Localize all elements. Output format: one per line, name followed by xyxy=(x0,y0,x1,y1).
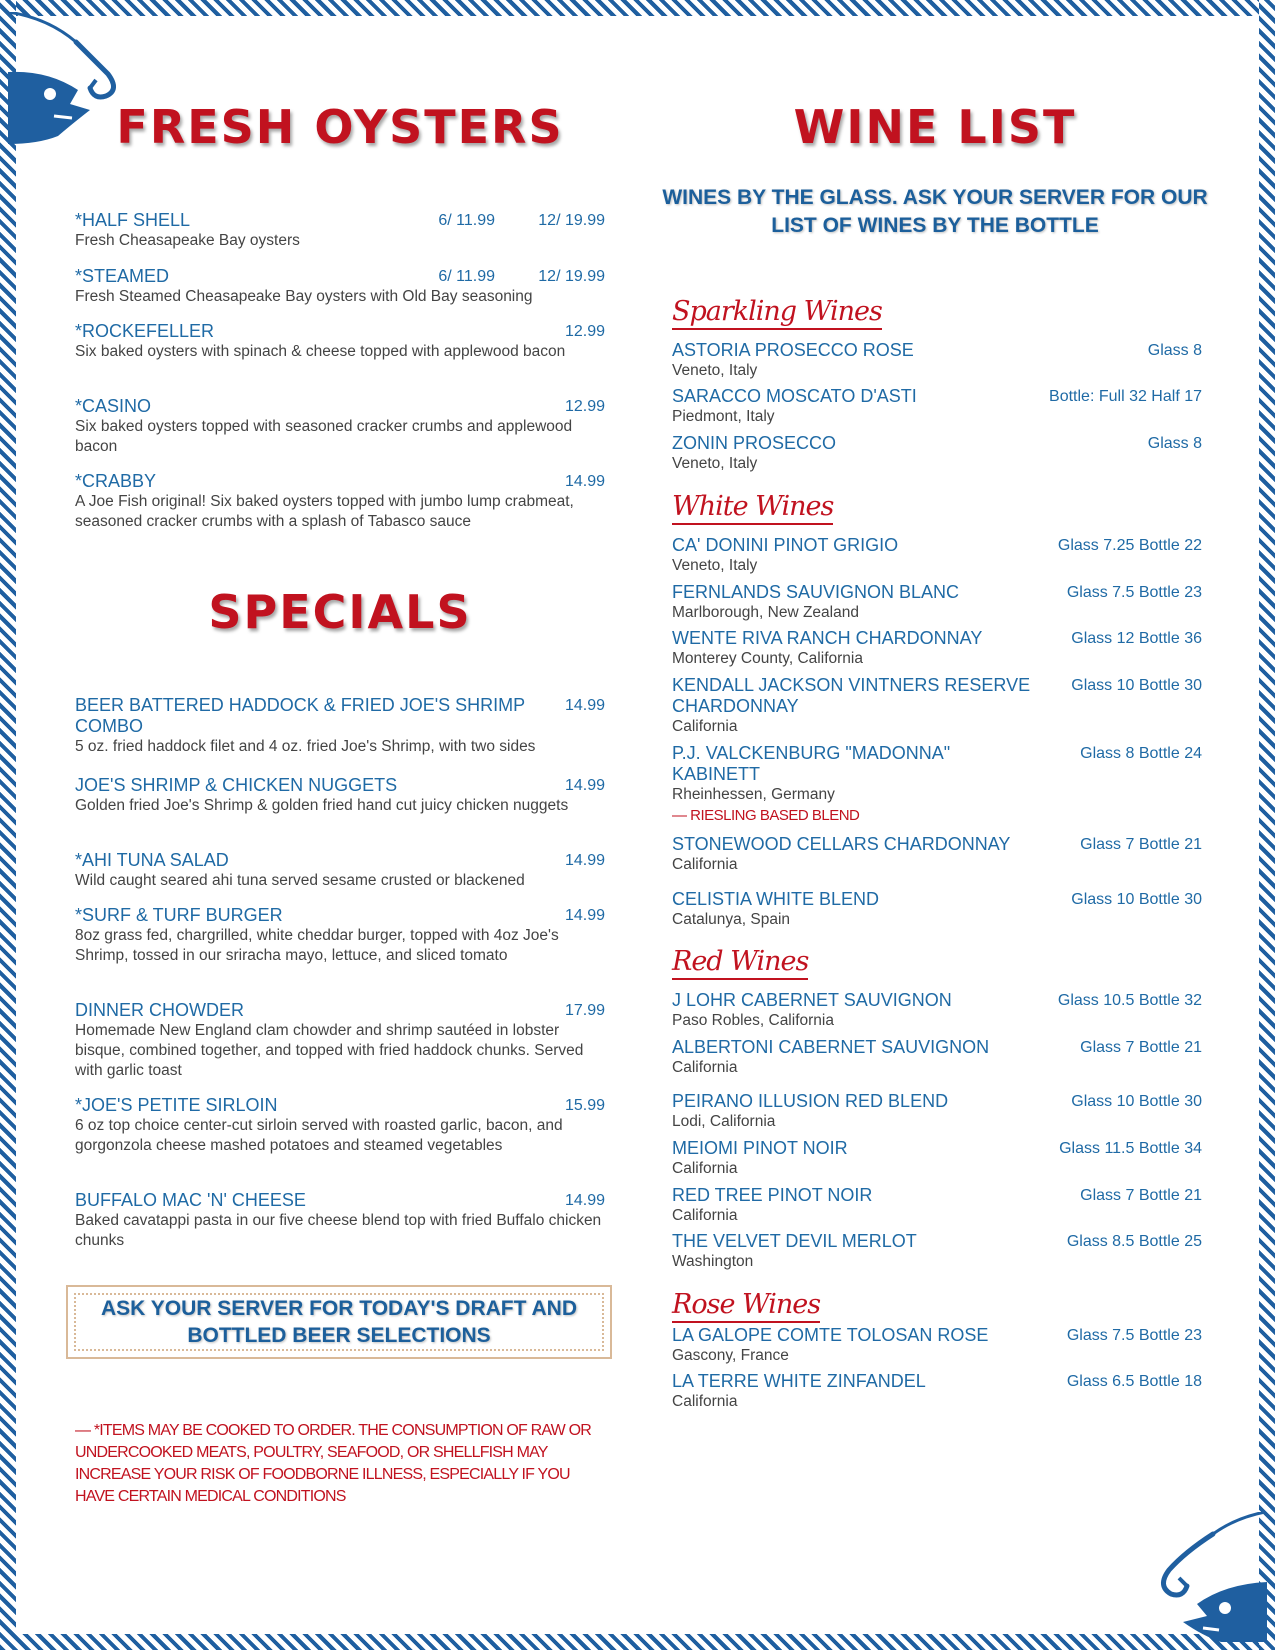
consumption-disclaimer: — *ITEMS MAY BE COOKED TO ORDER. THE CONSUMPTION OF RAW OR UNDERCOOKED MEATS, POULTRY, SEAFOOD, OR SHELLFISH MAY INCREASE YOUR RISK OF FOODBORNE ILLNESS, ESPECIALLY IF YOU HAVE CERTAIN MEDICAL CONDITIONS xyxy=(75,1422,592,1505)
item-name: *SURF & TURF BURGER xyxy=(75,905,283,925)
item-desc: Fresh Cheasapeake Bay oysters xyxy=(75,232,300,249)
wine-name: LA TERRE WHITE ZINFANDEL xyxy=(672,1371,926,1391)
item-desc: Baked cavatappi pasta in our five cheese blend top with fried Buffalo chicken chunks xyxy=(75,1212,602,1249)
menu-item xyxy=(75,1190,605,1251)
wine-region: Veneto, Italy xyxy=(672,557,758,574)
item-price-half-dozen: 6/ 11.99 xyxy=(438,268,495,285)
item-name: *HALF SHELL xyxy=(75,210,191,230)
wine-name: THE VELVET DEVIL MERLOT xyxy=(672,1231,917,1251)
wine-name: MEIOMI PINOT NOIR xyxy=(672,1138,848,1158)
item-name: *JOE'S PETITE SIRLOIN xyxy=(75,1095,278,1115)
wine-region: California xyxy=(672,718,738,735)
item-price: 12.99 xyxy=(564,323,605,340)
red-wines-label: Red Wines xyxy=(672,946,808,980)
item-desc: A Joe Fish original! Six baked oysters topped with jumbo lump crabmeat, seasoned cracker crumbs with a splash of Tabasco sauce xyxy=(75,493,574,530)
wine-price: Glass 8.5 Bottle 25 xyxy=(1066,1233,1202,1250)
white-wines-label: White Wines xyxy=(672,491,833,525)
wine-item xyxy=(672,675,1202,737)
wine-item xyxy=(672,990,1202,1031)
item-desc: 8oz grass fed, chargrilled, white cheddar burger, topped with 4oz Joe's Shrimp, tossed in our sriracha mayo, lettuce, and sliced tomato xyxy=(75,927,559,964)
rose-wines-label: Rose Wines xyxy=(672,1289,820,1323)
wine-list-heading: WINE LIST xyxy=(793,100,1077,154)
wine-item xyxy=(672,1231,1202,1272)
sparkling-wines-label: Sparkling Wines xyxy=(672,296,882,330)
wine-item xyxy=(672,1037,1202,1078)
wine-price: Bottle: Full 32 Half 17 xyxy=(1049,388,1202,405)
wine-item xyxy=(672,1091,1202,1132)
border-left xyxy=(0,0,16,1650)
wine-price: Glass 10 Bottle 30 xyxy=(1071,891,1202,908)
wine-region: Piedmont, Italy xyxy=(672,408,775,425)
wine-item xyxy=(672,340,1202,381)
wine-region: Gascony, France xyxy=(672,1347,789,1364)
wine-name: ZONIN PROSECCO xyxy=(672,433,837,453)
item-name: DINNER CHOWDER xyxy=(75,1000,244,1020)
wine-price: Glass 10 Bottle 30 xyxy=(1071,1093,1202,1110)
wine-name: J LOHR CABERNET SAUVIGNON xyxy=(672,990,952,1010)
wine-item xyxy=(672,582,1202,623)
wine-price: Glass 11.5 Bottle 34 xyxy=(1059,1140,1202,1157)
item-desc: Wild caught seared ahi tuna served sesame crusted or blackened xyxy=(75,872,525,889)
menu-item xyxy=(75,321,605,362)
wine-name: KENDALL JACKSON VINTNERS RESERVE CHARDONNAY xyxy=(672,675,1031,716)
wine-name: RED TREE PINOT NOIR xyxy=(672,1185,873,1205)
wine-price: Glass 7 Bottle 21 xyxy=(1080,836,1202,853)
item-name: *CRABBY xyxy=(75,471,157,491)
item-name: *AHI TUNA SALAD xyxy=(75,850,229,870)
menu-item xyxy=(75,1095,605,1156)
wine-item xyxy=(672,743,1202,826)
item-name: *ROCKEFELLER xyxy=(75,321,215,341)
specials-heading: SPECIALS xyxy=(208,585,472,639)
wine-item xyxy=(672,1185,1202,1226)
item-desc: Six baked oysters topped with seasoned cracker crumbs and applewood bacon xyxy=(75,418,573,455)
wine-name: FERNLANDS SAUVIGNON BLANC xyxy=(672,582,960,602)
wine-name: WENTE RIVA RANCH CHARDONNAY xyxy=(672,628,983,648)
wine-item xyxy=(672,628,1202,669)
wine-price: Glass 8 xyxy=(1147,342,1202,359)
wine-region: Marlborough, New Zealand xyxy=(672,604,859,621)
wine-item xyxy=(672,1371,1202,1412)
wine-item xyxy=(672,889,1202,930)
item-price: 14.99 xyxy=(564,1192,605,1209)
item-price: 14.99 xyxy=(564,473,605,490)
wine-price: Glass 7.5 Bottle 23 xyxy=(1066,584,1202,601)
wine-price: Glass 10.5 Bottle 32 xyxy=(1057,992,1202,1009)
menu-item xyxy=(75,695,605,757)
wine-item xyxy=(672,386,1202,427)
item-name: *CASINO xyxy=(75,396,152,416)
wine-region: California xyxy=(672,1160,738,1177)
wine-region: California xyxy=(672,1393,738,1410)
item-desc: Homemade New England clam chowder and shrimp sautéed in lobster bisque, combined together, and topped with fried haddock chunks. Served with garlic toast xyxy=(75,1022,584,1079)
menu-item xyxy=(75,775,605,816)
wine-price: Glass 8 Bottle 24 xyxy=(1080,745,1202,762)
border-right xyxy=(1259,0,1275,1650)
wine-item xyxy=(672,834,1202,875)
border-top xyxy=(0,0,1275,16)
item-name: JOE'S SHRIMP & CHICKEN NUGGETS xyxy=(75,775,398,795)
fish-hook-icon xyxy=(1145,1512,1267,1642)
wine-name: CA' DONINI PINOT GRIGIO xyxy=(672,535,899,555)
wine-name: LA GALOPE COMTE TOLOSAN ROSE xyxy=(672,1325,989,1345)
wine-region: Paso Robles, California xyxy=(672,1012,834,1029)
menu-item xyxy=(75,396,605,457)
item-price: 15.99 xyxy=(564,1097,605,1114)
beer-selection-box xyxy=(66,1285,612,1359)
wine-name: PEIRANO ILLUSION RED BLEND xyxy=(672,1091,949,1111)
border-bottom xyxy=(0,1634,1275,1650)
item-name: BEER BATTERED HADDOCK & FRIED JOE'S SHRIMP COMBO xyxy=(75,695,525,736)
wine-price: Glass 7.25 Bottle 22 xyxy=(1057,537,1202,554)
item-price: 14.99 xyxy=(564,907,605,924)
wine-item xyxy=(672,433,1202,474)
wine-region: Veneto, Italy xyxy=(672,362,758,379)
menu-item xyxy=(75,850,605,891)
item-price: 17.99 xyxy=(564,1002,605,1019)
wine-name: P.J. VALCKENBURG "MADONNA" KABINETT xyxy=(672,743,951,784)
menu-item xyxy=(75,471,605,532)
wine-item xyxy=(672,535,1202,576)
item-price-dozen: 12/ 19.99 xyxy=(538,212,605,229)
wine-price: Glass 8 xyxy=(1147,435,1202,452)
item-name: *STEAMED xyxy=(75,266,170,286)
wine-item xyxy=(672,1325,1202,1366)
item-name: BUFFALO MAC 'N' CHEESE xyxy=(75,1190,306,1210)
wine-name: CELISTIA WHITE BLEND xyxy=(672,889,880,909)
wine-region: Lodi, California xyxy=(672,1113,776,1130)
wine-name: ALBERTONI CABERNET SAUVIGNON xyxy=(672,1037,990,1057)
wine-price: Glass 7 Bottle 21 xyxy=(1080,1039,1202,1056)
menu-item xyxy=(75,905,605,966)
wine-note: — RIESLING BASED BLEND xyxy=(672,807,860,824)
wine-region: Washington xyxy=(672,1253,754,1270)
item-price: 14.99 xyxy=(564,777,605,794)
item-desc: Six baked oysters with spinach & cheese topped with applewood bacon xyxy=(75,343,566,360)
wine-region: California xyxy=(672,1059,738,1076)
wine-region: Veneto, Italy xyxy=(672,455,758,472)
item-price: 14.99 xyxy=(564,697,605,714)
wine-name: ASTORIA PROSECCO ROSE xyxy=(672,340,914,360)
wine-name: STONEWOOD CELLARS CHARDONNAY xyxy=(672,834,1011,854)
wine-price: Glass 12 Bottle 36 xyxy=(1071,630,1202,647)
item-desc: Golden fried Joe's Shrimp & golden fried hand cut juicy chicken nuggets xyxy=(75,797,569,814)
menu-item xyxy=(75,1000,605,1081)
wine-name: SARACCO MOSCATO D'ASTI xyxy=(672,386,917,406)
wine-price: Glass 6.5 Bottle 18 xyxy=(1066,1373,1202,1390)
wine-price: Glass 7 Bottle 21 xyxy=(1080,1187,1202,1204)
item-desc: 5 oz. fried haddock filet and 4 oz. fried Joe's Shrimp, with two sides xyxy=(75,738,536,755)
fresh-oysters-heading: FRESH OYSTERS xyxy=(116,100,564,154)
wine-price: Glass 10 Bottle 30 xyxy=(1071,677,1202,694)
item-price: 12.99 xyxy=(564,398,605,415)
wine-item xyxy=(672,1138,1202,1179)
item-desc: Fresh Steamed Cheasapeake Bay oysters with Old Bay seasoning xyxy=(75,288,533,305)
menu-item xyxy=(75,266,605,307)
wine-price: Glass 7.5 Bottle 23 xyxy=(1066,1327,1202,1344)
item-price: 14.99 xyxy=(564,852,605,869)
item-desc: 6 oz top choice center-cut sirloin served with roasted garlic, bacon, and gorgonzola cheese mashed potatoes and steamed vegetables xyxy=(75,1117,563,1154)
wine-region: California xyxy=(672,1207,738,1224)
beer-selection-text: ASK YOUR SERVER FOR TODAY'S DRAFT AND BOTTLED BEER SELECTIONS xyxy=(74,1293,604,1351)
wine-region: Catalunya, Spain xyxy=(672,911,791,928)
wine-region: Monterey County, California xyxy=(672,650,863,667)
wine-list-subtitle: WINES BY THE GLASS. ASK YOUR SERVER FOR OUR LIST OF WINES BY THE BOTTLE xyxy=(662,186,1208,237)
wine-region: California xyxy=(672,856,738,873)
item-price-dozen: 12/ 19.99 xyxy=(538,268,605,285)
item-price-half-dozen: 6/ 11.99 xyxy=(438,212,495,229)
menu-item xyxy=(75,210,605,251)
wine-region: Rheinhessen, Germany xyxy=(672,786,835,803)
